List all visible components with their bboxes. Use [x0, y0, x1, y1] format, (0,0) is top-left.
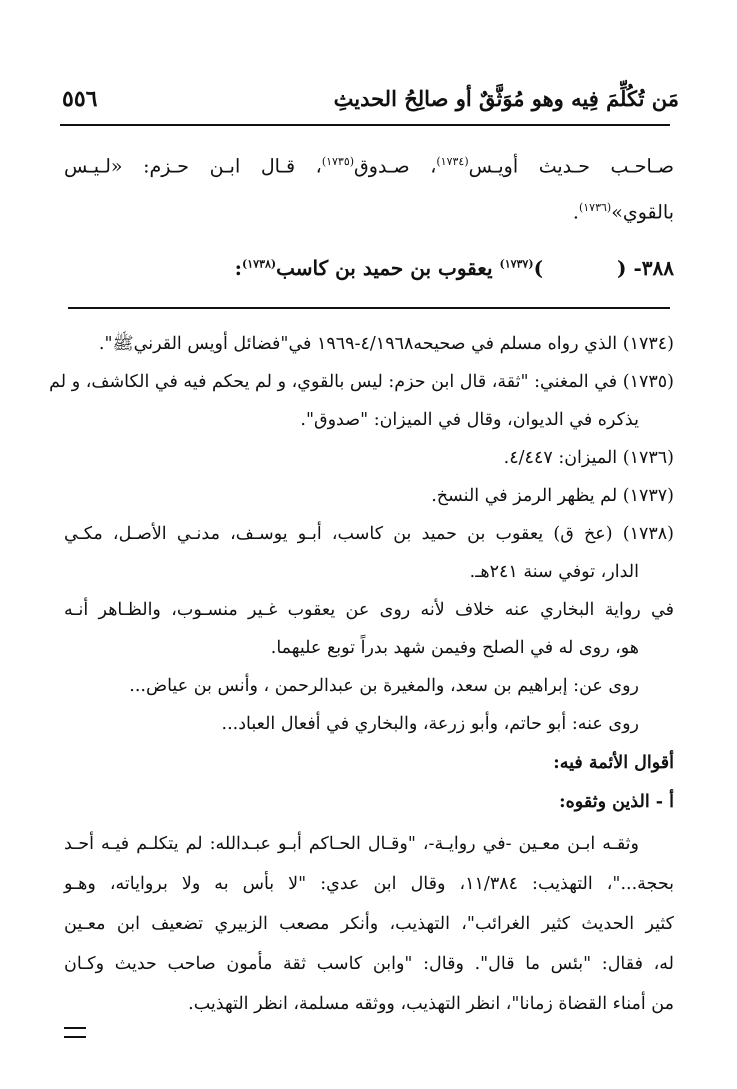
body-line-1: صـاحـب حـديث أويـس$^{(١٧٣٤)}$، صـدوق$^{(١٧٣٥)}$، قـال ابـن حـزم: «لـيـس — [64, 155, 675, 178]
running-title: مَن تُكُلِّمَ فِيه وهو مُوَثَّقٌ أو صالِحُ الحديثِ — [333, 86, 679, 111]
footnote-1736: (١٧٣٦) الميزان: ٤/٤٤٧. — [503, 448, 674, 468]
header-rule — [60, 124, 670, 126]
footnote-ref: (١٧٣٨) — [242, 257, 277, 271]
footnote-text-line: روى عنه: أبو حاتم، وأبو زرعة، والبخاري في أفعال العباد... — [221, 714, 639, 734]
footnote-ref: (١٧٣٥) — [321, 155, 355, 168]
entry-heading: ٣٨٨- ()$^{(١٧٣٧)}$ يعقوب بن حميد بن كاسب$^{(١٧٣٨)}$: — [234, 256, 674, 280]
body-line-2: بالقوي»$^{(١٧٣٦)}$. — [572, 201, 674, 224]
page-number: ٥٥٦ — [62, 86, 98, 112]
footnote-1735: (١٧٣٥) في المغني: "ثقة، قال ابن حزم: ليس بالقوي، و لم يحكم فيه في الكاشف، و لم — [49, 372, 674, 392]
footnote-text-line: بحجة..."، التهذيب: ١١/٣٨٤، وقال ابن عدي: "لا بأس به ولا برواياته، وهـو — [64, 874, 674, 894]
footnote-1734: (١٧٣٤) الذي رواه مسلم في صحيحه٤/١٩٦٨-١٩٦٩ في"فضائل أويس القرنيﷺ". — [98, 334, 674, 354]
continuation-mark — [64, 1027, 86, 1038]
footnote-text-line: وثقـه ابـن معـين -في روايـة-، "وقـال الحـاكم أبـو عبـدالله: لم يتكلـم فيـه أحـد — [64, 834, 639, 854]
footnote-1738-cont: الدار، توفي سنة ٢٤١هـ. — [469, 562, 639, 582]
footnote-ref: (١٧٣٦) — [578, 201, 612, 214]
footnote-text-line: له، فقال: "بئس ما قال". وقال: "وابن كاسب ثقة مأمون صاحب حديث وكـان — [64, 954, 674, 974]
footnote-1735-cont: يذكره في الديوان، وقال في الميزان: "صدوق". — [300, 410, 639, 430]
footnote-text-line: هو، روى له في الصلح وفيمن شهد بدراً توبع عليهما. — [270, 638, 639, 658]
footnote-text-line: في رواية البخاري عنه خلاف لأنه روى عن يعقوب غـير منسـوب، والظـاهر أنـه — [64, 600, 674, 620]
footnote-1738: (١٧٣٨) (عخ ق) يعقوب بن حميد بن كاسب، أبـو يوسـف، مدنـي الأصـل، مكـي — [64, 524, 674, 544]
footnote-separator — [68, 307, 670, 309]
footnote-text-line: من أمناء القضاة زمانا"، انظر التهذيب، ووثقه مسلمة، انظر التهذيب. — [188, 994, 674, 1014]
subsection-heading: أ - الذين وثقوه: — [559, 792, 674, 812]
footnote-ref: (١٧٣٧) — [499, 257, 534, 271]
narrator-name: يعقوب بن حميد بن كاسب — [276, 256, 493, 280]
footnote-text-line: روى عن: إبراهيم بن سعد، والمغيرة بن عبدالرحمن ، وأنس بن عياض... — [129, 676, 639, 696]
footnote-1737: (١٧٣٧) لم يظهر الرمز في النسخ. — [431, 486, 674, 506]
footnote-text-line: كثير الحديث كثير الغرائب"، التهذيب، وأنكر مصعب الزبيري تضعيف ابن معـين — [64, 914, 674, 934]
footnote-ref: (١٧٣٤) — [436, 155, 469, 168]
section-heading: أقوال الأئمة فيه: — [553, 753, 674, 773]
